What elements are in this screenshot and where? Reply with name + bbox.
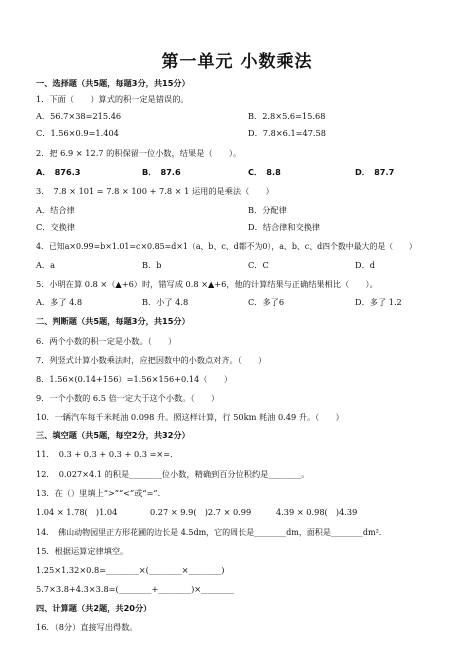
question-4-option-a: A．a [36, 260, 55, 270]
section-heading-fill-blank: 三、填空题（共5题，每空2分，共32分） [36, 430, 190, 440]
question-1-stem: 1．下面（ ）算式的积一定是错误的。 [36, 94, 189, 104]
question-4-option-b: B．b [142, 260, 162, 270]
question-14: 14． 佛山动物园里正方形花圃的边长是 4.5dm，它的周长是________dm，面积是________dm². [36, 528, 382, 537]
question-5-option-d: D．多了 1.2 [355, 297, 402, 307]
question-2-option-c: C． 8.8 [248, 167, 281, 177]
question-2-option-a: A． 876.3 [36, 167, 81, 177]
question-5-option-c: C．多了6 [248, 297, 285, 307]
question-5-option-b: B．小了 4.8 [142, 297, 189, 307]
question-3-option-b: B．分配律 [248, 205, 287, 215]
question-8: 8．1.56×(0.14+156）=1.56×156+0.14（ ） [36, 374, 233, 384]
question-4-option-d: D．d [355, 260, 375, 270]
question-1-option-a: A．56.7×38=215.46 [36, 111, 122, 121]
question-1-option-d: D．7.8×6.1=47.58 [248, 128, 326, 138]
question-11: 11． 0.3 + 0.3 + 0.3 + 0.3 =×=. [36, 449, 173, 459]
question-3-stem: 3． 7.8 × 101 = 7.8 × 100 + 7.8 × 1 运用的是乘法（ ） [36, 186, 274, 196]
question-3-option-c: C．交换律 [36, 222, 76, 232]
question-7: 7．列竖式计算小数乘法时，应把因数中的小数点对齐。（ ） [36, 355, 267, 365]
question-13-part-2: 0.27 × 9.9( )2.7 × 0.99 [150, 507, 252, 517]
question-2-option-b: B． 87.6 [142, 167, 181, 177]
question-13-part-3: 4.39 × 0.98( )4.39 [276, 507, 358, 517]
question-15: 15．根据运算定律填空。 [36, 546, 129, 556]
question-5-option-a: A．多了 4.8 [36, 297, 83, 307]
question-2-stem: 2．把 6.9 × 12.7 的积保留一位小数，结果是（ ）。 [36, 148, 242, 158]
question-2-option-d: D． 87.7 [355, 167, 395, 177]
question-3-option-a: A．结合律 [36, 205, 75, 215]
question-6: 6．两个小数的积一定是小数。（ ） [36, 336, 177, 346]
section-heading-judgement: 二、判断题（共5题，每题3分，共15分） [36, 316, 190, 326]
question-5-stem: 5．小明在算 0.8 ×（▲+6）时，错写成 0.8 ×▲+6，他的计算结果与正确结果相比（ ）。 [36, 279, 378, 289]
question-12: 12． 0.027×4.1 的积是________位小数，精确到百分位积约是________。 [36, 469, 310, 479]
question-13: 13．在（）里填上“>”“<”或“=”. [36, 488, 161, 498]
section-heading-choice: 一、选择题（共5题，每题3分，共15分） [36, 78, 190, 88]
question-4-option-c: C．C [248, 260, 269, 270]
question-1-option-b: B．2.8×5.6=15.68 [248, 111, 326, 121]
question-15-part-b: 5.7×3.8+4.3×3.8=(________+________)×________ [36, 584, 234, 594]
question-1-option-c: C．1.56×0.9=1.404 [36, 128, 119, 138]
section-heading-calculation: 四、计算题（共2题，共20分） [36, 603, 152, 613]
question-15-part-a: 1.25×1.32×0.8=________×(________×________) [36, 565, 225, 575]
page-title: 第一单元 小数乘法 [161, 52, 313, 72]
question-3-option-d: D．结合律和交换律 [248, 222, 321, 232]
question-13-part-1: 1.04 × 1.78( )1.04 [36, 507, 118, 517]
question-4-stem: 4．已知a×0.99=b×1.01=c×0.85=d×1（a、b、c、d都不为0），a、b、c、d四个数中最大的是（ ） [36, 242, 417, 251]
question-16: 16．（8分）直接写出得数。 [36, 622, 138, 632]
question-9: 9．一个小数的 6.5 倍一定大于这个小数。（ ） [36, 393, 220, 403]
question-10: 10．一辆汽车每千米耗油 0.098 升。照这样计算，行 50km 耗油 0.49 升。（ ） [36, 412, 344, 422]
